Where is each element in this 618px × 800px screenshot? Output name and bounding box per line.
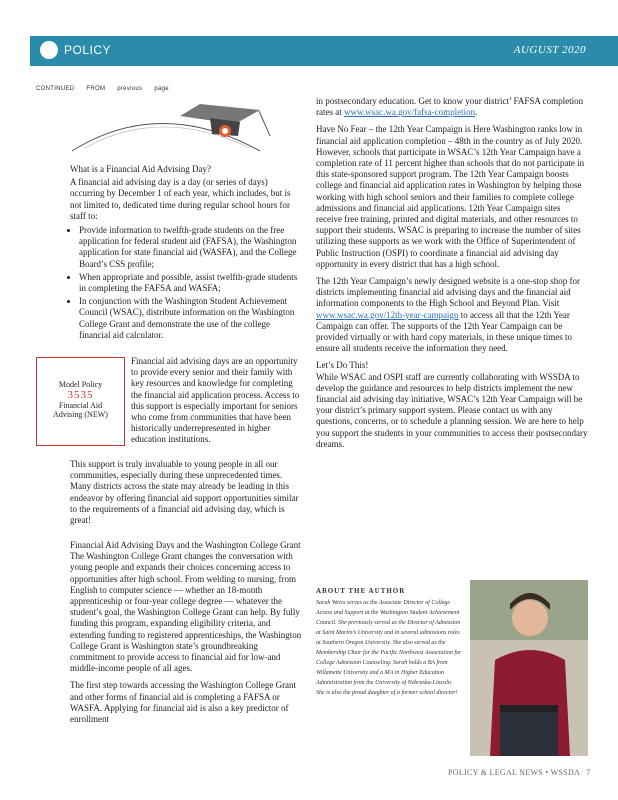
- issue-date: AUGUST 2020: [513, 44, 586, 56]
- intro-bullets: [70, 225, 302, 341]
- collaboration-paragraph: While WSAC and OSPI staff are currently collaborating with WSSDA to develop the guidance and resources to help districts implement the new financial aid advising day initiative, WSAC’s 12th Year Campaign will be your district’s primary support system. Please contact us with any questions, concerns, or to schedule a planning session. We are here to help you support the students in your communities to access their postsecondary dreams.: [316, 371, 588, 449]
- author-photo: [470, 580, 588, 756]
- section-heading: Financial Aid Advising Days and the Washington College Grant: [70, 540, 301, 550]
- model-policy-box: [36, 357, 125, 446]
- fafsa-rates-paragraph: [316, 96, 588, 118]
- advising-paragraph: This support is truly invaluable to young people in all our communities, especially during these unprecedented times. Many districts across the state may already be leading in this endeavor by offering financial aid support opportunities similar to the requirements of a financial aid advising day, which is great!: [70, 459, 299, 526]
- policy-label: Model Policy: [58, 380, 103, 389]
- from-word: FROM: [86, 86, 106, 92]
- college-grant-section: [70, 540, 302, 731]
- about-heading: ABOUT THE AUTHOR: [316, 587, 406, 595]
- campaign-paragraph: Have No Fear – the 12th Year Campaign is Here Washington ranks low in financial aid application completion – 48th in the country as of July 2020. However, schools that participate in WSAC’s 12th Year Campaign have a completion rate of 11 percent higher than schools that do not participate in this state-sponsored support program. The 12th Year Campaign boosts college and financial aid application rates in Washington by helping those working with high school seniors and their families to complete college admissions and financial aid applications. 12th Year Campaign sites receive free training, printed and digital materials, and other resources to support their students. WSAC is preparing to increase the number of sites utilizing these supports as we work with the Office of Superintendent of Public Instruction (OSPI) to coordinate a financial aid advising day opportunity in every district that has a high school.: [316, 124, 585, 269]
- about-author: [316, 586, 462, 698]
- first-step-paragraph: The first step towards accessing the Washington College Grant and other forms of financial aid is completing a FAFSA or WASFA. Applying for financial aid is also a key predictor of enrollment: [70, 680, 297, 725]
- wssda-logo-icon: [40, 41, 58, 59]
- policy-number: 3535: [67, 389, 94, 401]
- website-text: The 12th Year Campaign’s newly designed website is a one-stop shop for districts implementing financial aid advising days and the financial aid information components to the High School and Beyond Plan. Visit: [316, 276, 580, 309]
- about-text: Sarah Weiss serves as the Associate Director of College Access and Support at the Washington Student Achievement Council. She previously served as the Director of Admission at Saint Martin’s University and in several admissions roles at Southern Oregon University. She also served as the Membership Chair for the Pacific Northwest Association for College Admission Counseling. Sarah holds a BA from Willamette University and a MA in Higher Education Administration from the University of Nebraska-Lincoln. She is also the proud daughter of a former school director!: [316, 600, 462, 696]
- period: .: [475, 107, 478, 118]
- footer-text: POLICY & LEGAL NEWS • WSSDA: [448, 768, 581, 777]
- page-number: 7: [586, 768, 591, 777]
- advising-wrap-paragraph: Financial aid advising days are an opportunity to provide every senior and their family with key resources and knowledge for completing the financial aid application process. Access to this support is especially important for seniors who come from communities that have been historically underrepresented in higher education institutions.: [131, 356, 300, 445]
- graduation-cap-illustration: [60, 96, 280, 156]
- continued-label: [36, 86, 181, 92]
- bullet-item: • When appropriate and possible, assist twelfth-grade students in completing the FAFSA and WASFA;: [79, 272, 302, 294]
- policy-title-line1: Financial Aid: [58, 401, 103, 410]
- intro-question: What is a Financial Aid Advising Day?: [70, 164, 211, 174]
- lets-do-this-heading: Let’s Do This!: [316, 360, 369, 371]
- college-grant-paragraph: The Washington College Grant changes the conversation with young people and expands their choices concerning access to opportunities after high school. From welding to nursing, from English to computer science — whether an 18-month apprenticeship or four-year college degree — whatever the student’s goal, the Washington College Grant can help. By fully funding this program, expanding eligibility criteria, and extending funding to registered apprenticeships, the Washington College Grant is Washington state’s groundbreaking commitment to provide access to financial aid for low-and middle-income people of all ages.: [70, 551, 302, 674]
- website-text-end: to access all that the 12th Year Campaign can offer. The supports of the 12th Year Campaign can be provided virtually or with hard copy materials, in these unique times to ensure all students receive the information they need.: [316, 309, 572, 354]
- website-paragraph: [316, 276, 588, 354]
- bullet-item: • In conjunction with the Washington Student Achievement Council (WSAC), distribute information on the Washington College Grant and demonstrate the use of the college financial aid calculator.: [79, 296, 302, 341]
- campaign-link[interactable]: www.wsac.wa.gov/12th-year-campaign: [316, 309, 459, 320]
- header-bar: [30, 36, 618, 66]
- continued-word: CONTINUED: [36, 86, 75, 92]
- right-column: [316, 96, 588, 456]
- bullet-item: • Provide information to twelfth-grade students on the free application for federal student aid (FAFSA), the Washington application for state financial aid (WASFA), and the College Board’s CSS profile;: [79, 225, 302, 270]
- policy-title-line2: Advising (NEW): [53, 410, 108, 419]
- page-footer: [448, 768, 590, 777]
- fafsa-completion-link[interactable]: www.wsac.wa.gov/fafsa-completion: [343, 107, 476, 118]
- intro-paragraph: A financial aid advising day is a day (or series of days) occurring by December 1 of each year, which includes, but is not limited to, dedicated time during regular school hours for staff to:: [70, 177, 291, 221]
- section-label: POLICY: [64, 43, 112, 57]
- page-word: page: [154, 86, 169, 92]
- fafsa-rates-text: in postsecondary education. Get to know your district’ FAFSA completion rates at: [316, 96, 584, 118]
- intro-section: [70, 164, 302, 345]
- previous-word: previous: [117, 86, 143, 92]
